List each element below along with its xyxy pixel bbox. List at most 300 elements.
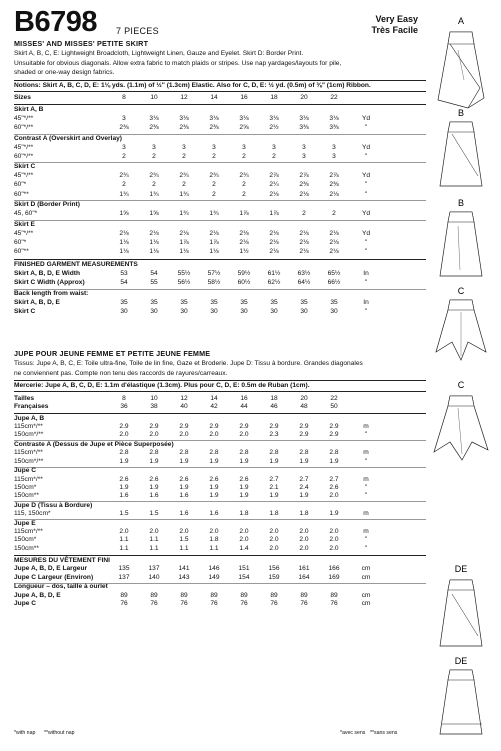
size-header: 22 (330, 94, 338, 101)
size-header: 18 (270, 94, 278, 101)
row-label: 60"** (14, 190, 29, 198)
row-label: 45"*/** (14, 229, 34, 237)
table-cell: 2⅛ (209, 229, 219, 237)
difficulty-en: Very Easy (375, 14, 418, 24)
table-cell: 2⅛ (329, 238, 339, 246)
section-heading: Skirt A, B (14, 106, 44, 114)
table-cell: 2⅛ (269, 238, 279, 246)
fr-size-header: 46 (270, 403, 278, 411)
size-header: 16 (240, 395, 248, 402)
table-cell: 76 (300, 600, 308, 608)
skirt-illustrations (428, 0, 498, 751)
unit-cell: m (363, 528, 369, 536)
table-cell: 1.9 (329, 457, 339, 465)
table-cell: 2⅛ (299, 238, 309, 246)
table-cell: 2.0 (119, 528, 129, 536)
skirt-de-alt-icon (440, 656, 482, 734)
row-label: 115cm*/** (14, 475, 43, 483)
row-label: 45"*/** (14, 143, 34, 151)
fr-size-header: 50 (330, 403, 338, 411)
table-cell: 154 (238, 573, 250, 581)
table-cell: 30 (180, 307, 188, 315)
table-cell: 2.0 (269, 528, 279, 536)
table-cell: 1⅞ (239, 210, 249, 218)
table-cell: 1.9 (119, 457, 129, 465)
table-cell: 35 (180, 298, 188, 306)
table-cell: 76 (180, 600, 188, 608)
unit-cell: " (364, 536, 368, 544)
table-cell: 3 (302, 152, 306, 160)
table-cell: 2⅛ (329, 229, 339, 237)
row-label: 60"** (14, 247, 29, 255)
table-cell: 2.0 (269, 536, 279, 544)
table-cell: 2⅛ (239, 238, 249, 246)
table-cell: 76 (150, 600, 158, 608)
table-cell: 2.9 (299, 423, 309, 431)
table-cell: 2¾ (149, 172, 159, 180)
table-cell: 2 (152, 181, 156, 189)
table-cell: 65½ (327, 269, 341, 277)
table-cell: 2.6 (179, 475, 189, 483)
row-label: Skirt C (14, 307, 36, 315)
sizes-label: Tailles (14, 395, 35, 402)
row-label: 60"* (14, 181, 27, 189)
fabrics-en-line2: Unsuitable for obvious diagonals. Allow extra fabric to match plaids or stripes. Use nap yardages/layouts for pile, (14, 59, 342, 67)
unit-cell: cm (361, 565, 371, 573)
table-cell: 1⅛ (149, 238, 159, 246)
divider (14, 259, 426, 260)
size-header: 18 (270, 395, 278, 402)
table-cell: 2⅛ (149, 229, 159, 237)
skirt-de-icon (440, 564, 482, 646)
section-heading: FINISHED GARMENT MEASUREMENTS (14, 260, 138, 268)
row-label: Jupe A, B, D, E Largeur (14, 565, 88, 573)
unit-cell: In (363, 269, 369, 277)
table-cell: 2.8 (179, 449, 189, 457)
table-cell: 2½ (269, 124, 279, 132)
table-cell: 89 (210, 591, 218, 599)
table-cell: 89 (120, 591, 128, 599)
table-cell: 2 (182, 152, 186, 160)
table-cell: 2⅜ (119, 124, 129, 132)
table-cell: 2⅛ (269, 190, 279, 198)
table-cell: 3 (242, 143, 246, 151)
table-cell: 151 (238, 565, 250, 573)
fr-sizes-label: Françaises (14, 403, 49, 411)
table-cell: 2¼ (269, 181, 279, 189)
table-cell: 1⅛ (119, 247, 129, 255)
table-cell: 2.9 (299, 431, 309, 439)
table-cell: 1⅛ (149, 247, 159, 255)
table-cell: 2⅛ (119, 229, 129, 237)
table-cell: 59½ (237, 269, 251, 277)
row-label: 45"*/** (14, 172, 34, 180)
table-cell: 2.8 (119, 449, 129, 457)
skirt-c-icon (436, 286, 486, 360)
table-cell: 35 (150, 298, 158, 306)
table-cell: 166 (328, 565, 340, 573)
table-cell: 149 (208, 573, 220, 581)
row-label: 150cm* (14, 483, 37, 491)
table-cell: 2.0 (179, 528, 189, 536)
table-cell: 1.6 (209, 510, 219, 518)
table-cell: 1.1 (149, 544, 159, 552)
figure-letter: DE (454, 656, 468, 666)
table-cell: 61½ (267, 269, 281, 277)
table-cell: 1.5 (119, 510, 129, 518)
table-cell: 3⅛ (239, 115, 249, 123)
fabrics-fr (14, 359, 426, 378)
row-label: 45, 60"* (14, 210, 38, 218)
row-label: 115cm*/** (14, 449, 43, 457)
unit-cell: " (364, 492, 368, 500)
table-cell: 2.9 (209, 423, 219, 431)
table-cell: 1.9 (149, 483, 159, 491)
unit-cell: " (364, 124, 368, 132)
table-cell: 1⅞ (179, 238, 189, 246)
table-cell: 58½ (207, 278, 221, 286)
table-cell: 35 (270, 298, 278, 306)
table-cell: 1.8 (209, 536, 219, 544)
row-label: Skirt A, B, D, E Width (14, 269, 81, 277)
table-cell: 62½ (267, 278, 281, 286)
table-cell: 2⅛ (179, 229, 189, 237)
table-cell: 57½ (207, 269, 221, 277)
sizes-label: Sizes (14, 94, 31, 101)
table-cell: 2.6 (239, 475, 249, 483)
table-cell: 3 (332, 152, 336, 160)
table-cell: 1.1 (119, 536, 129, 544)
table-cell: 2.0 (239, 528, 249, 536)
table-cell: 89 (150, 591, 158, 599)
unit-cell: m (363, 449, 369, 457)
fr-size-header: 40 (180, 403, 188, 411)
row-label: 150cm* (14, 536, 37, 544)
table-cell: 1¾ (209, 210, 219, 218)
unit-cell: " (364, 190, 368, 198)
table-cell: 2¾ (119, 172, 129, 180)
table-cell: 2.0 (329, 544, 339, 552)
table-cell: 2.1 (269, 483, 279, 491)
table-cell: 53 (120, 269, 128, 277)
table-cell: 3⅜ (329, 124, 339, 132)
row-label: Jupe A, B, D, E (14, 591, 61, 599)
table-cell: 3 (302, 143, 306, 151)
table-cell: 140 (148, 573, 160, 581)
figure-letter: A (457, 16, 465, 26)
table-cell: 3⅛ (209, 115, 219, 123)
table-cell: 2.7 (329, 475, 339, 483)
table-cell: 1.9 (299, 492, 309, 500)
unit-cell: " (364, 431, 368, 439)
table-cell: 2.6 (329, 483, 339, 491)
row-label: 150cm*/** (14, 457, 44, 465)
divider (14, 220, 426, 221)
unit-cell: Yd (361, 143, 371, 151)
size-header: 12 (180, 94, 188, 101)
table-cell: 30 (120, 307, 128, 315)
section-heading: Contrast A (Overskirt and Overlay) (14, 134, 122, 142)
footnote-avec-sens: *avec sens (340, 730, 366, 736)
table-cell: 30 (270, 307, 278, 315)
row-label: 115, 150cm* (14, 510, 51, 518)
table-cell: 1.6 (179, 492, 189, 500)
row-label: 150cm** (14, 492, 39, 500)
skirt-c-alt-icon (434, 380, 488, 460)
size-header: 22 (330, 395, 338, 402)
table-cell: 56½ (177, 278, 191, 286)
table-cell: 1.5 (149, 510, 159, 518)
section-heading: Longueur – dos, taille à ourlet (14, 583, 108, 591)
table-cell: 1.9 (149, 457, 159, 465)
fabrics-en-line1: Skirt A, B, C, E: Lightweight Broadcloth, Lightweight Linen, Gauze and Eyelet. Skirt D: Border Print. (14, 50, 304, 57)
table-cell: 1.9 (119, 483, 129, 491)
table-cell: 2⅛ (329, 190, 339, 198)
table-cell: 2⅜ (329, 181, 339, 189)
section-heading: Jupe E (14, 519, 36, 527)
table-cell: 1¾ (119, 190, 129, 198)
figure-letter: C (457, 380, 465, 390)
table-cell: 35 (240, 298, 248, 306)
table-cell: 2.9 (269, 423, 279, 431)
table-cell: 76 (120, 600, 128, 608)
table-cell: 1.6 (149, 492, 159, 500)
table-cell: 1.9 (239, 492, 249, 500)
table-cell: 1.9 (179, 457, 189, 465)
subtitle-en: MISSES' AND MISSES' PETITE SKIRT (14, 39, 149, 48)
fr-size-header: 36 (120, 403, 128, 411)
table-cell: 2.8 (329, 449, 339, 457)
unit-cell: cm (361, 591, 371, 599)
table-cell: 2.9 (149, 423, 159, 431)
table-cell: 3⅛ (269, 115, 279, 123)
table-cell: 2 (242, 181, 246, 189)
skirt-b-icon (440, 108, 482, 186)
table-cell: 2.0 (299, 536, 309, 544)
table-cell: 1⅝ (149, 210, 159, 218)
table-cell: 35 (210, 298, 218, 306)
fr-size-header: 38 (150, 403, 158, 411)
table-cell: 2.0 (329, 492, 339, 500)
table-cell: 1.1 (119, 544, 129, 552)
size-header: 20 (300, 395, 308, 402)
table-cell: 3 (212, 143, 216, 151)
table-cell: 2.8 (299, 449, 309, 457)
table-cell: 137 (148, 565, 160, 573)
divider (14, 555, 426, 556)
table-cell: 2.0 (149, 528, 159, 536)
unit-cell: " (364, 544, 368, 552)
table-cell: 2 (122, 152, 126, 160)
notions-en: Notions: Skirt A, B, C, D, E: 1⅛ yds. (1.1m) of ½" (1.3cm) Elastic. Also for C, D, E: ½ yd. (0.5m) of ⅜" (1cm) Ribbon. (14, 82, 371, 89)
table-cell: 2.6 (209, 475, 219, 483)
table-cell: 1¾ (179, 190, 189, 198)
unit-cell: Yd (361, 115, 371, 123)
unit-cell: " (364, 278, 368, 286)
table-cell: 1.8 (239, 510, 249, 518)
section-heading: MESURES DU VÊTEMENT FINI (14, 557, 110, 565)
table-cell: 2.9 (119, 423, 129, 431)
table-cell: 2.0 (149, 431, 159, 439)
table-cell: 2⅛ (269, 247, 279, 255)
table-cell: 66½ (327, 278, 341, 286)
size-header: 12 (180, 395, 188, 402)
table-cell: 1.9 (209, 457, 219, 465)
table-cell: 1.9 (209, 492, 219, 500)
table-cell: 2.0 (269, 544, 279, 552)
section-heading: Back length from waist: (14, 289, 89, 297)
footnote-with-nap: *with nap (14, 730, 36, 736)
table-cell: 1.8 (299, 510, 309, 518)
fabrics-en-line3: shaded or one-way design fabrics. (14, 69, 115, 76)
table-cell: 1.1 (149, 536, 159, 544)
table-cell: 2⅛ (299, 190, 309, 198)
unit-cell: Yd (361, 229, 371, 237)
fabrics-fr-line2: ne conviennent pas. Compte non tenu des raccords de rayures/carreaux. (14, 369, 228, 377)
table-cell: 143 (178, 573, 190, 581)
section-heading: Jupe A, B (14, 414, 45, 422)
size-header: 10 (150, 94, 158, 101)
table-cell: 137 (118, 573, 130, 581)
row-label: 115cm*/** (14, 423, 43, 431)
figure-letter: B (457, 108, 465, 118)
table-cell: 54 (150, 269, 158, 277)
table-cell: 2 (302, 210, 306, 218)
size-header: 20 (300, 94, 308, 101)
table-cell: 30 (150, 307, 158, 315)
size-header: 16 (240, 94, 248, 101)
difficulty-fr: Très Facile (371, 25, 418, 35)
table-cell: 2.8 (209, 449, 219, 457)
fr-size-header: 44 (240, 403, 248, 411)
table-cell: 2⅛ (299, 247, 309, 255)
footnote-sans-sens: **sans sens (370, 730, 398, 736)
table-cell: 2⅛ (269, 229, 279, 237)
difficulty-block (358, 14, 418, 36)
table-cell: 2.9 (329, 423, 339, 431)
table-cell: 1½ (239, 247, 249, 255)
table-cell: 2.9 (239, 423, 249, 431)
unit-cell: cm (361, 573, 371, 581)
section-heading: Skirt C (14, 163, 36, 171)
size-header: 14 (210, 395, 218, 402)
unit-cell: " (364, 238, 368, 246)
table-cell: 2 (242, 190, 246, 198)
table-cell: 2.0 (299, 544, 309, 552)
fabrics-en (14, 49, 426, 78)
table-cell: 2 (212, 190, 216, 198)
table-cell: 1.9 (299, 457, 309, 465)
table-cell: 76 (240, 600, 248, 608)
table-cell: 2.8 (239, 449, 249, 457)
row-label: 45"*/** (14, 115, 34, 123)
notions-fr: Mercerie: Jupe A, B, C, D, E: 1.1m d'élastique (1.3cm). Plus pour C, D, E: 0.5m de Ruban (1cm). (14, 382, 310, 389)
table-cell: 2 (152, 152, 156, 160)
table-cell: 2 (242, 152, 246, 160)
unit-cell: m (363, 510, 369, 518)
figure-letter: B (457, 198, 465, 208)
size-header: 14 (210, 94, 218, 101)
table-cell: 2¾ (239, 172, 249, 180)
size-header: 8 (122, 94, 126, 101)
table-cell: 2 (212, 152, 216, 160)
section-heading: Contraste A (Dessus de Jupe et Pièce Superposée) (14, 440, 174, 448)
table-cell: 2 (122, 181, 126, 189)
table-cell: 169 (328, 573, 340, 581)
table-cell: 2⅜ (149, 124, 159, 132)
unit-cell: " (364, 181, 368, 189)
table-cell: 89 (300, 591, 308, 599)
figure-letter: DE (454, 564, 468, 574)
table-cell: 2.7 (269, 475, 279, 483)
table-cell: 1.9 (269, 457, 279, 465)
table-cell: 54 (120, 278, 128, 286)
table-cell: 135 (118, 565, 130, 573)
table-cell: 63½ (297, 269, 311, 277)
divider (14, 413, 426, 414)
table-cell: 2.0 (209, 528, 219, 536)
table-cell: 3⅛ (329, 115, 339, 123)
table-cell: 3 (152, 143, 156, 151)
table-cell: 2¾ (209, 172, 219, 180)
table-cell: 2⅛ (329, 247, 339, 255)
divider (14, 467, 426, 468)
table-cell: 161 (298, 565, 310, 573)
table-cell: 2⅛ (299, 229, 309, 237)
row-label: 150cm*/** (14, 431, 44, 439)
table-cell: 2⅞ (299, 172, 309, 180)
table-cell: 1.5 (179, 536, 189, 544)
table-cell: 3⅛ (299, 115, 309, 123)
unit-cell: m (363, 423, 369, 431)
divider (14, 104, 426, 105)
table-cell: 1.6 (119, 492, 129, 500)
unit-cell: " (364, 307, 368, 315)
table-cell: 1⅞ (269, 210, 279, 218)
table-cell: 76 (330, 600, 338, 608)
divider (14, 91, 426, 92)
table-cell: 30 (210, 307, 218, 315)
table-cell: 64½ (297, 278, 311, 286)
row-label: 60"*/** (14, 152, 34, 160)
unit-cell: " (364, 247, 368, 255)
size-header: 10 (150, 395, 158, 402)
table-cell: 3 (182, 143, 186, 151)
table-cell: 89 (240, 591, 248, 599)
table-cell: 2.0 (329, 528, 339, 536)
unit-cell: In (363, 298, 369, 306)
table-cell: 2.0 (239, 536, 249, 544)
divider (14, 391, 426, 392)
table-cell: 55½ (177, 269, 191, 277)
table-cell: 1.4 (239, 544, 249, 552)
unit-cell: " (364, 152, 368, 160)
table-cell: 2.6 (119, 475, 129, 483)
table-cell: 2⅝ (239, 124, 249, 132)
skirt-b-alt-icon (440, 198, 482, 276)
divider (14, 519, 426, 520)
table-cell: 159 (268, 573, 280, 581)
section-heading: Jupe C (14, 467, 36, 475)
table-cell: 2.3 (269, 431, 279, 439)
table-cell: 2.8 (269, 449, 279, 457)
table-cell: 2⅜ (299, 181, 309, 189)
row-label: 115cm*/** (14, 528, 43, 536)
table-cell: 164 (298, 573, 310, 581)
fr-size-header: 48 (300, 403, 308, 411)
table-cell: 30 (330, 307, 338, 315)
unit-cell: Yd (361, 172, 371, 180)
